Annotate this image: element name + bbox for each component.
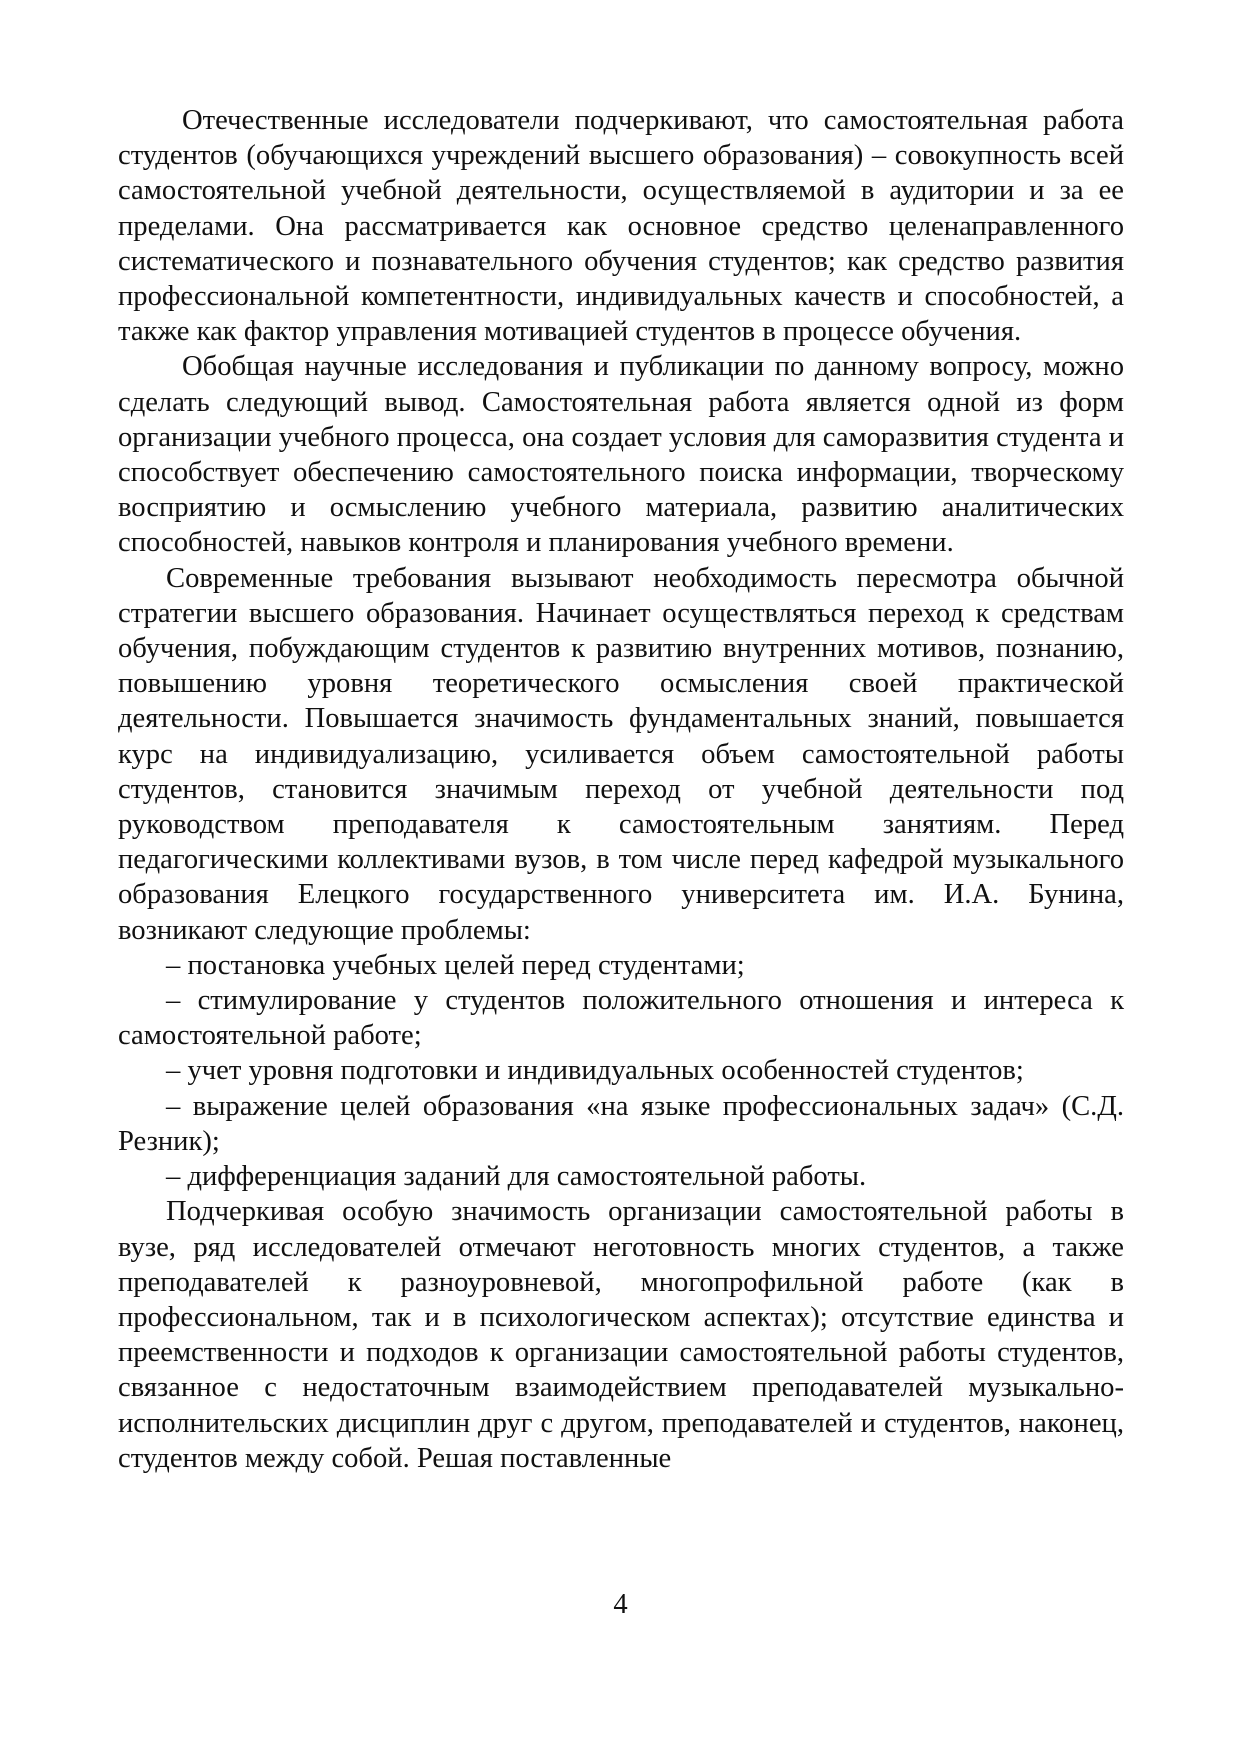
page-number: 4 [613,1589,628,1620]
paragraph-modern-requirements: Современные требования вызывают необходимость пересмотра обычной стратегии высшего образования. Начинает осуществляться переход к средствам обучения, побуждающим студентов к развитию внутренних мотивов, познанию, повышению уровня теоретического осмысления своей практической деятельности. Повышается значимость фундаментальных знаний, повышается курс на индивидуализацию, усиливается объем самостоятельной работы студентов, становится значимым переход от учебной деятельности под руководством преподавателя к самостоятельным занятиям. Перед педагогическими коллективами вузов, в том числе перед кафедрой музыкального образования Елецкого государственного университета им. И.А. Бунина, возникают следующие проблемы: [118,562,1124,946]
paragraph-generalizing-research: Обобщая научные исследования и публикации по данному вопросу, можно сделать следующий вывод. Самостоятельная работа является одной из форм организации учебного процесса, она создает условия для саморазвития студента и способствует обеспечению самостоятельного поиска информации, творческому восприятию и осмыслению учебного материала, развитию аналитических способностей, навыков контроля и планирования учебного времени. [118,351,1124,559]
page-body [118,103,1124,1476]
list-item: – дифференциация заданий для самостоятельной работы. [166,1161,867,1193]
list-item: – учет уровня подготовки и индивидуальных особенностей студентов; [166,1055,1024,1087]
list-item: – выражение целей образования «на языке профессиональных задач» (С.Д. Резник); [118,1090,1124,1157]
list-item: – постановка учебных целей перед студентами; [166,949,745,981]
list-item: – стимулирование у студентов положительного отношения и интереса к самостоятельной работе; [118,985,1124,1052]
paragraph-researchers-emphasize: Отечественные исследователи подчеркивают, что самостоятельная работа студентов (обучающихся учреждений высшего образования) – совокупность всей самостоятельной учебной деятельности, осуществляемой в аудитории и за ее пределами. Она рассматривается как основное средство целенаправленного систематического и познавательного обучения студентов; как средство развития профессиональной компетентности, индивидуальных качеств и способностей, а также как фактор управления мотивацией студентов в процессе обучения. [118,105,1124,348]
paragraph-emphasizing-importance: Подчеркивая особую значимость организации самостоятельной работы в вузе, ряд исследователей отмечают неготовность многих студентов, а также преподавателей к разноуровневой, многопрофильной работе (как в профессиональном, так и в психологическом аспектах); отсутствие единства и преемственности и подходов к организации самостоятельной работы студентов, связанное с недостаточным взаимодействием преподавателей музыкально-исполнительских дисциплин друг с другом, преподавателей и студентов, наконец, студентов между собой. Решая поставленные [118,1196,1124,1474]
